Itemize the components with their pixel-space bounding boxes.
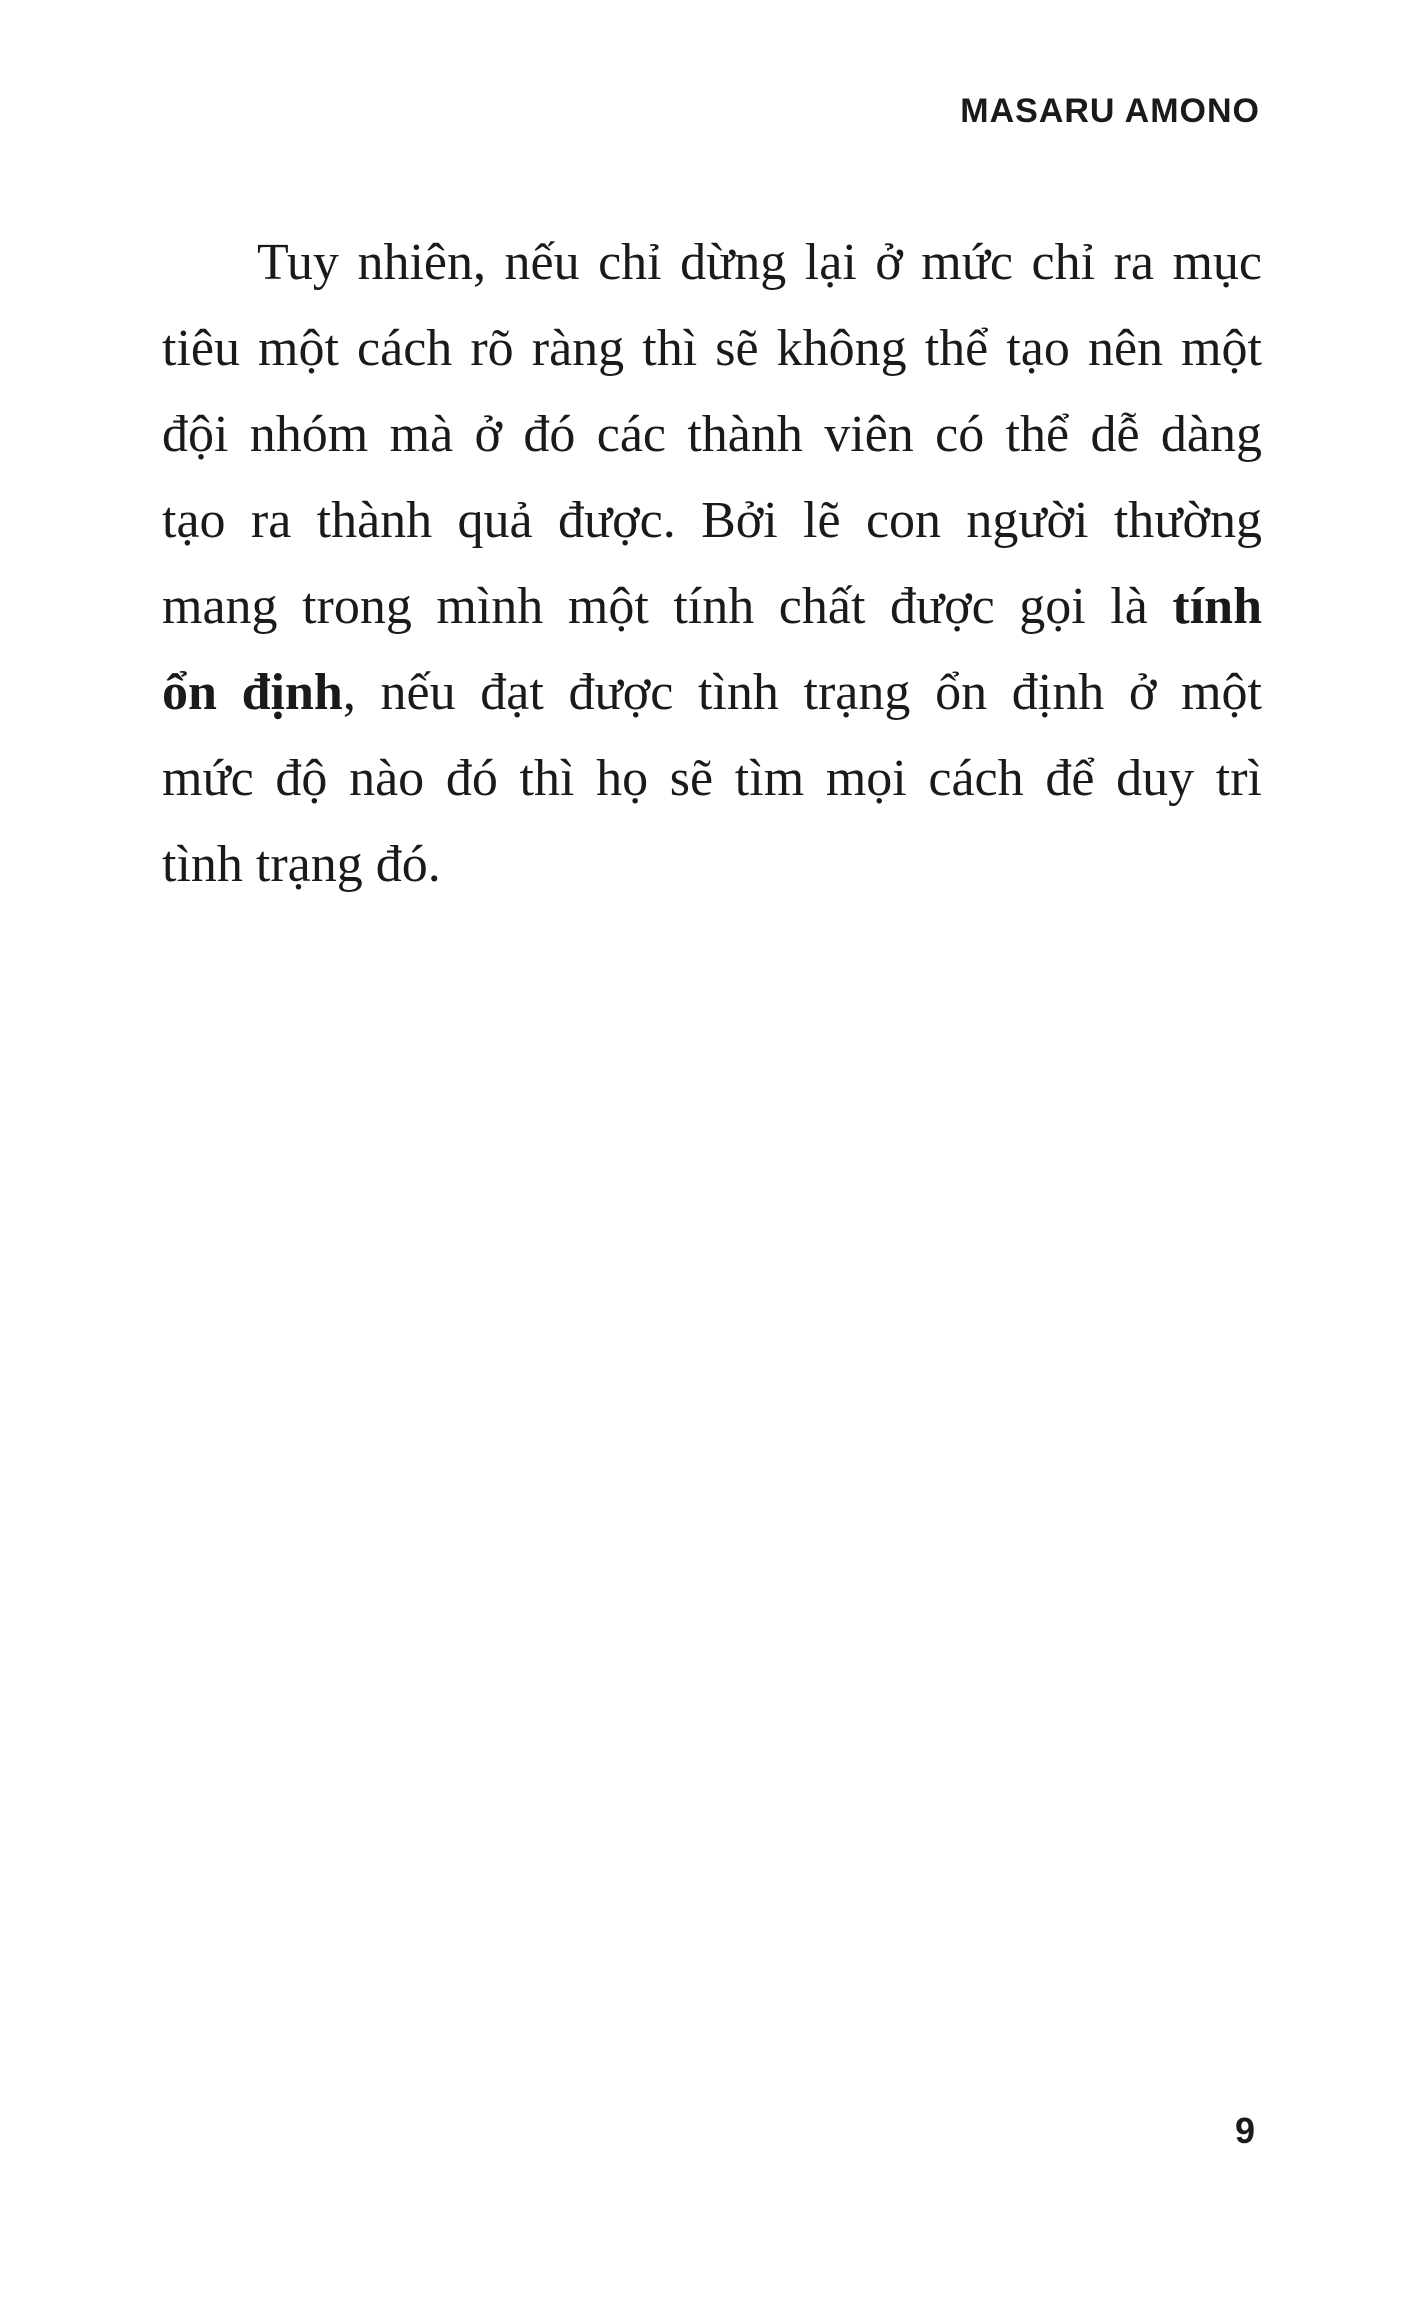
running-header: MASARU AMONO — [960, 92, 1260, 130]
paragraph-line-6-text: , nếu đạt được tình trạng ổn định ở một — [342, 664, 1262, 721]
page-number: 9 — [1234, 2110, 1255, 2151]
paragraph-line-8: tình trạng đó. — [162, 836, 441, 893]
paragraph-line-6 — [162, 650, 1262, 736]
paragraph-line-5 — [162, 564, 1262, 650]
paragraph-line-3: đội nhóm mà ở đó các thành viên có thể dễ dàng — [162, 406, 1262, 463]
paragraph-line-4: tạo ra thành quả được. Bởi lẽ con người thường — [162, 492, 1262, 549]
paragraph-line-7: mức độ nào đó thì họ sẽ tìm mọi cách để duy trì — [162, 750, 1262, 807]
paragraph-line-5-text: mang trong mình một tính chất được gọi là — [162, 578, 1173, 635]
paragraph-line-2: tiêu một cách rõ ràng thì sẽ không thể tạo nên một — [162, 320, 1262, 377]
paragraph-line-1: Tuy nhiên, nếu chỉ dừng lại ở mức chỉ ra mục — [257, 234, 1262, 291]
body-paragraph — [162, 220, 1262, 908]
bold-term-start: tính — [1172, 578, 1262, 635]
bold-term-end: ổn định — [162, 664, 343, 721]
